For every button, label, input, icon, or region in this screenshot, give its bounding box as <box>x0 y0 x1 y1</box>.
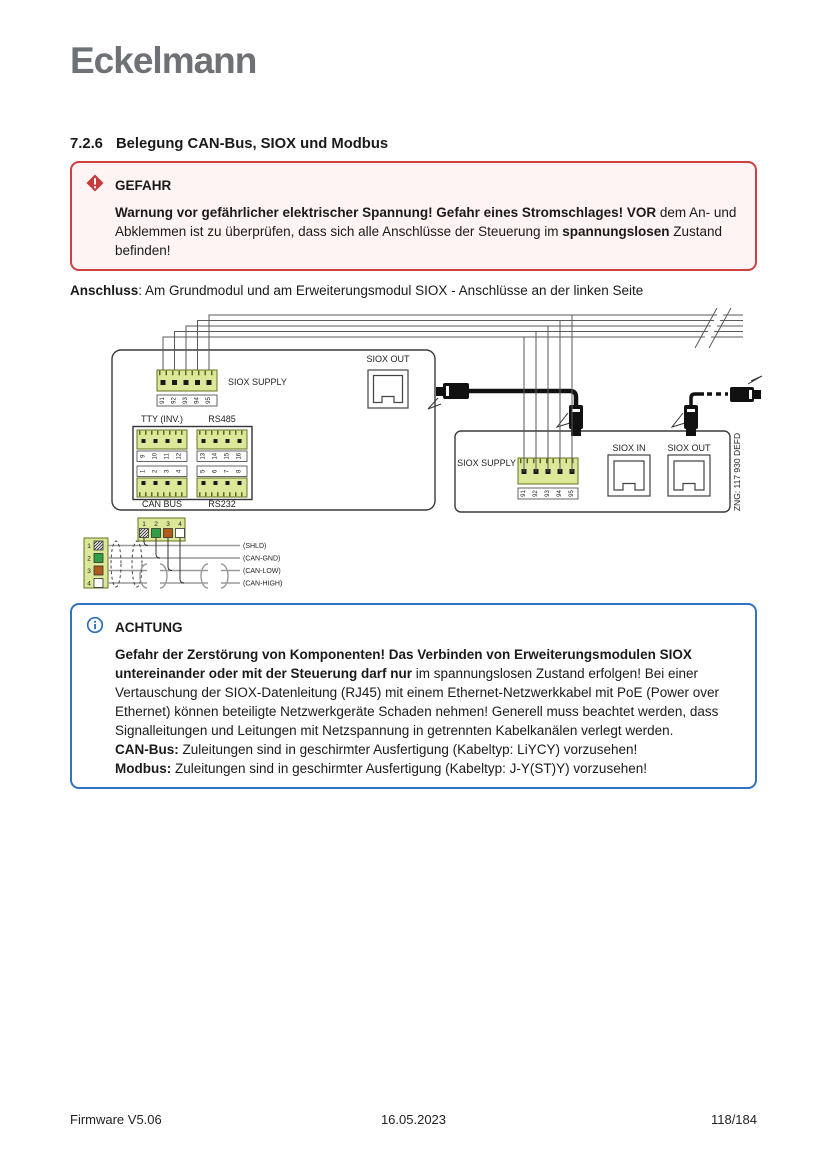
pin-number: 93 <box>183 397 189 404</box>
pin-number: 8 <box>236 469 243 473</box>
pin-number: 91 <box>521 490 527 497</box>
pin-number: 4 <box>178 521 182 528</box>
danger-notice-header <box>86 174 741 197</box>
rj45-plug-sioxout-icon <box>684 405 698 429</box>
can-wire-labels <box>243 543 282 588</box>
modbus-text: Zuleitungen sind in geschirmter Ausfertigung (Kabeltyp: J-Y(ST)Y) vorzusehen! <box>171 761 647 776</box>
can-bus-text: Zuleitungen sind in geschirmter Ausfertigung (Kabeltyp: LiYCY) vorzusehen! <box>178 742 638 757</box>
pin-number: 94 <box>194 397 201 404</box>
attention-paragraph <box>115 645 741 740</box>
danger-title: GEFAHR <box>115 177 172 193</box>
attention-notice-header <box>86 616 741 639</box>
cable-shield-symbol <box>111 541 121 587</box>
pin-number: 11 <box>164 453 171 460</box>
label-siox-in: SIOX IN <box>612 443 646 453</box>
pin-number: 1 <box>87 543 91 550</box>
pin-number: 2 <box>152 469 159 473</box>
attention-notice-box <box>70 603 757 789</box>
modbus-bold: Modbus: <box>115 761 172 776</box>
danger-notice-box <box>70 161 757 271</box>
drawing-number: ZNG: 117 930 DEFD <box>732 432 742 512</box>
pin-number: 95 <box>569 490 575 497</box>
pin-number: 6 <box>212 469 219 473</box>
pin-number: 5 <box>200 469 207 473</box>
pin-number: 92 <box>533 490 539 497</box>
wire-color-brown <box>164 529 173 538</box>
rj45-plug-sioxin-icon <box>569 405 583 429</box>
pin-number: 91 <box>160 397 166 404</box>
siox-patch-cable <box>428 376 762 436</box>
pin-number: 14 <box>212 452 219 460</box>
danger-body <box>115 203 741 260</box>
pin-number: 4 <box>176 469 183 473</box>
attention-text: im spannungslosen Zustand erfolgen! Bei einer Vertauschung der SIOX-Datenleitung (RJ45) mit einem Ethernet-Netzwerkkabel mit PoE (Power over Ethernet) können beteiligte Netzwerkgeräte Schaden nehmen! Generell muss beachtet werden, dass Signalleitungen und Leitungen mit Netzspannung in getrennten Kabelkanälen verlegt werden. <box>115 666 720 738</box>
pin-number: 4 <box>87 580 91 588</box>
label-left-siox-out: SIOX OUT <box>366 354 410 364</box>
company-logo: Eckelmann <box>70 40 257 81</box>
label-rs232: RS232 <box>208 499 236 509</box>
info-circle-icon <box>86 616 104 639</box>
wire-label-can-low: (CAN-LOW) <box>243 568 281 575</box>
attention-body <box>115 645 741 778</box>
intro-bold: Anschluss <box>70 283 139 298</box>
attention-text-bold: Gefahr der Zerstörung von Komponenten! Das Verbinden von Erweiterungsmodulen SIOX untereinander oder mit der Steuerung darf nur <box>115 647 692 681</box>
wire-color-green <box>152 529 161 538</box>
wire-color-green <box>94 554 103 563</box>
label-right-siox-out: SIOX OUT <box>667 443 711 453</box>
wire-label-can-high: (CAN-HIGH) <box>243 580 283 588</box>
rj45-plug-left-icon <box>436 387 443 396</box>
danger-text-bold2: spannungslosen <box>562 224 670 239</box>
pin-number: 16 <box>236 452 243 460</box>
pin-number: 92 <box>171 397 178 404</box>
pin-number: 3 <box>166 521 170 528</box>
pin-number: 13 <box>200 452 207 460</box>
can-bus-bold: CAN-Bus: <box>115 742 179 757</box>
wire-color-white <box>94 579 103 588</box>
pin-number: 12 <box>176 452 183 460</box>
right-siox-out-jack <box>667 443 711 496</box>
footer-firmware-version: Firmware V5.06 <box>70 1112 162 1127</box>
attention-modbus-line <box>115 759 741 778</box>
connection-intro <box>70 281 757 300</box>
wire-label-shld: (SHLD) <box>243 543 267 550</box>
rs485-connector <box>197 430 247 462</box>
twisted-pair-symbol <box>140 563 228 589</box>
can-wiring-detail <box>84 518 282 589</box>
danger-diamond-icon <box>86 174 104 197</box>
wire-label-can-gnd: (CAN-GND) <box>243 555 281 563</box>
wire-color-brown <box>94 566 103 575</box>
label-tty: TTY (INV.) <box>140 414 184 424</box>
pin-number: 15 <box>224 452 231 460</box>
pin-number: 9 <box>140 454 147 458</box>
label-can-bus: CAN BUS <box>141 499 183 509</box>
pin-number: 3 <box>164 469 171 473</box>
can-plug-top <box>138 518 185 541</box>
footer-date: 16.05.2023 <box>380 1112 447 1127</box>
wire-color-white <box>176 529 185 538</box>
section-number: 7.2.6 <box>70 136 103 152</box>
intro-text: : Am Grundmodul und am Erweiterungsmodul SIOX - Anschlüsse an der linken Seite <box>138 283 644 298</box>
right-siox-in-jack <box>608 443 650 496</box>
danger-text2: Zustand befinden! <box>115 224 723 258</box>
attention-can-bus-line <box>115 740 741 759</box>
danger-text: dem An- und Abklemmen ist zu überprüfen, dass sich alle Anschlüsse der Steuerung im <box>115 205 737 239</box>
pin-number: 93 <box>545 490 551 497</box>
pin-number: 10 <box>152 452 159 460</box>
section-title: Belegung CAN-Bus, SIOX und Modbus <box>116 136 389 152</box>
wiring-diagram <box>80 306 757 601</box>
page-footer <box>70 1112 757 1127</box>
pin-number: 1 <box>140 469 147 473</box>
pin-number: 1 <box>142 521 146 528</box>
label-left-siox-supply: SIOX SUPPLY <box>228 377 287 387</box>
pin-number: 3 <box>87 568 91 575</box>
can-bus-connector <box>137 466 187 497</box>
footer-page-number: 118/184 <box>710 1112 757 1127</box>
can-terminal-left <box>84 538 108 588</box>
pin-number: 95 <box>206 397 212 404</box>
left-siox-out-jack <box>366 354 410 408</box>
connection-diagram-svg <box>80 306 770 601</box>
danger-text-bold: Warnung vor gefährlicher elektrischer Spannung! Gefahr eines Stromschlages! VOR <box>115 205 657 220</box>
attention-title: ACHTUNG <box>115 619 183 635</box>
wire-color-shield <box>140 529 149 538</box>
rs232-connector <box>197 466 247 497</box>
pin-number: 2 <box>87 555 91 563</box>
wire-color-shield <box>94 541 103 550</box>
pin-number: 7 <box>224 469 231 473</box>
label-right-siox-supply: SIOX SUPPLY <box>457 458 516 468</box>
pin-number: 2 <box>154 521 158 528</box>
tty-connector <box>137 430 187 462</box>
section-heading <box>70 136 757 152</box>
pin-number: 94 <box>557 490 563 497</box>
label-rs485: RS485 <box>208 414 236 424</box>
